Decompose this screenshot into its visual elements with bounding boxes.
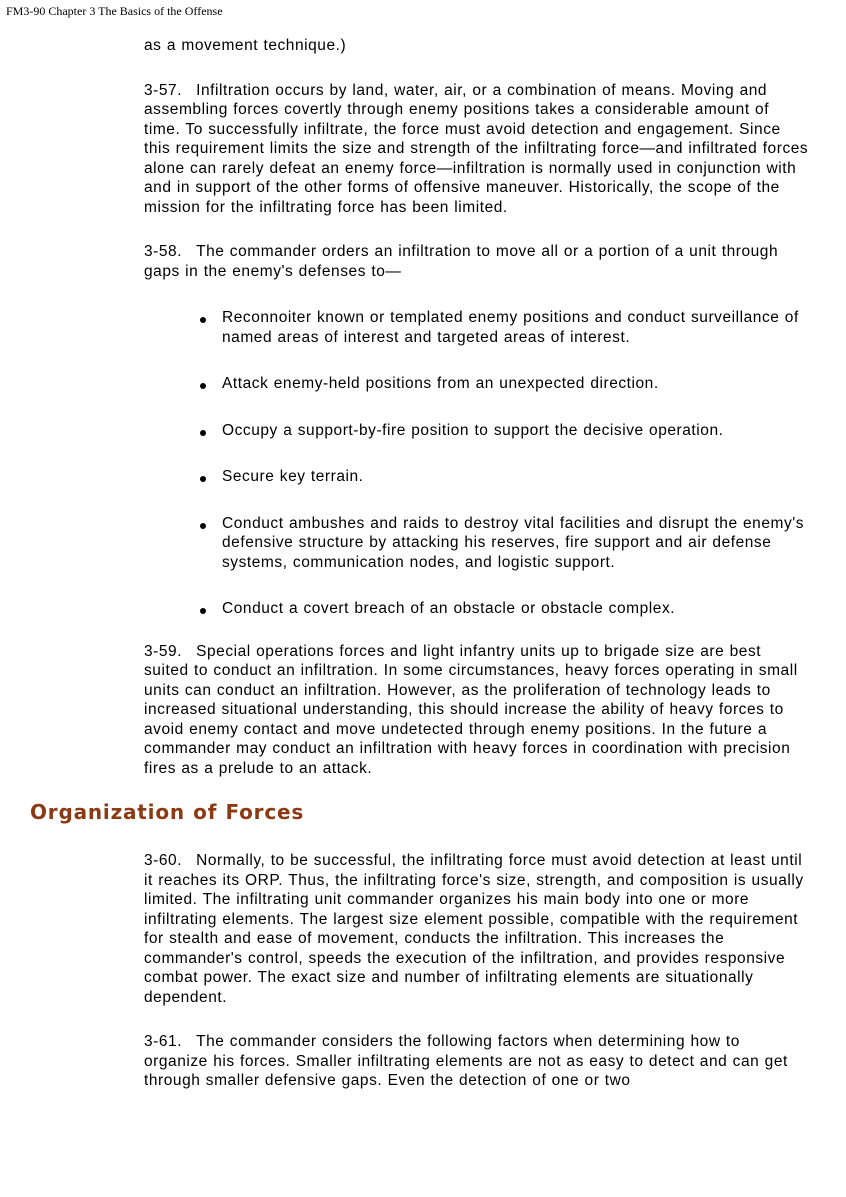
paragraph-number: 3-60. [144, 852, 183, 869]
bullet-icon [200, 476, 206, 482]
paragraph-3-59 [144, 642, 809, 779]
paragraph-text: as a movement technique.) [144, 37, 347, 54]
paragraph-number: 3-58. [144, 243, 183, 260]
paragraph-3-57 [144, 81, 809, 218]
bullet-icon [200, 430, 206, 436]
list-item-text: Attack enemy-held positions from an unexpected direction. [222, 375, 659, 392]
paragraph-text: Infiltration occurs by land, water, air, or a combination of means. Moving and assembling forces covertly through enemy positions takes a considerable amount of time. To successfully infiltrate, the force must avoid detection and engagement. Since this requirement limits the size and strength of the infiltrating force—and infiltrated forces alone can rarely defeat an enemy force—infiltration is normally used in conjunction with and in support of the other forms of offensive maneuver. Historically, the scope of the mission for the infiltrating force has been limited. [144, 81, 809, 216]
document-body [30, 36, 809, 1116]
page-header: FM3-90 Chapter 3 The Basics of the Offense [6, 4, 223, 18]
paragraph-text: Special operations forces and light infantry units up to brigade size are best suited to conduct an infiltration. In some circumstances, heavy forces operating in small units can conduct an infiltration. However, as the proliferation of technology leads to increased situational understanding, this should increase the ability of heavy forces to avoid enemy contact and move undetected through enemy positions. In the future a commander may conduct an infiltration with heavy forces in coordination with precision fires as a prelude to an attack. [144, 642, 798, 777]
list-item [222, 467, 809, 487]
list-item-text: Secure key terrain. [222, 468, 364, 485]
paragraph-3-61 [144, 1032, 809, 1091]
list-item [222, 514, 809, 573]
list-item [222, 374, 809, 394]
paragraph-text: The commander considers the following factors when determining how to organize his forces. Smaller infiltrating elements are not as easy to detect and can get through smaller defensive gaps. Even the detection of one or two [144, 1033, 788, 1089]
list-item-text: Reconnoiter known or templated enemy positions and conduct surveillance of named areas of interest and targeted areas of interest. [222, 309, 799, 346]
list-item [222, 599, 809, 619]
list-item-text: Occupy a support-by-fire position to support the decisive operation. [222, 421, 724, 439]
paragraph-number: 3-59. [144, 642, 183, 660]
bullet-icon [200, 383, 206, 389]
list-item-text: Conduct a covert breach of an obstacle or obstacle complex. [222, 600, 676, 617]
paragraph-number: 3-61. [144, 1033, 183, 1050]
paragraph-number: 3-57. [144, 81, 183, 99]
list-item [222, 308, 809, 347]
paragraph-3-58 [144, 242, 809, 281]
bullet-icon [200, 523, 206, 529]
paragraph-text: The commander orders an infiltration to move all or a portion of a unit through gaps in the enemy's defenses to— [144, 243, 779, 280]
bullet-list [144, 308, 809, 619]
bullet-icon [200, 608, 206, 614]
paragraph-fragment [144, 36, 809, 56]
list-item [222, 421, 809, 441]
paragraph-text: Normally, to be successful, the infiltrating force must avoid detection at least until it reaches its ORP. Thus, the infiltrating force's size, strength, and composition is usually limited. The infiltrating unit commander organizes his main body into one or more infiltrating elements. The largest size element possible, compatible with the requirement for stealth and ease of movement, conducts the infiltration. This increases the commander's control, speeds the execution of the infiltration, and provides responsive combat power. The exact size and number of infiltrating elements are situationally dependent. [144, 852, 804, 1006]
section-heading: Organization of Forces [30, 800, 305, 824]
list-item-text: Conduct ambushes and raids to destroy vital facilities and disrupt the enemy's defensive structure by attacking his reserves, fire support and air defense systems, communication nodes, and logistic support. [222, 514, 805, 571]
paragraph-3-60 [144, 851, 809, 1007]
bullet-icon [200, 317, 206, 323]
